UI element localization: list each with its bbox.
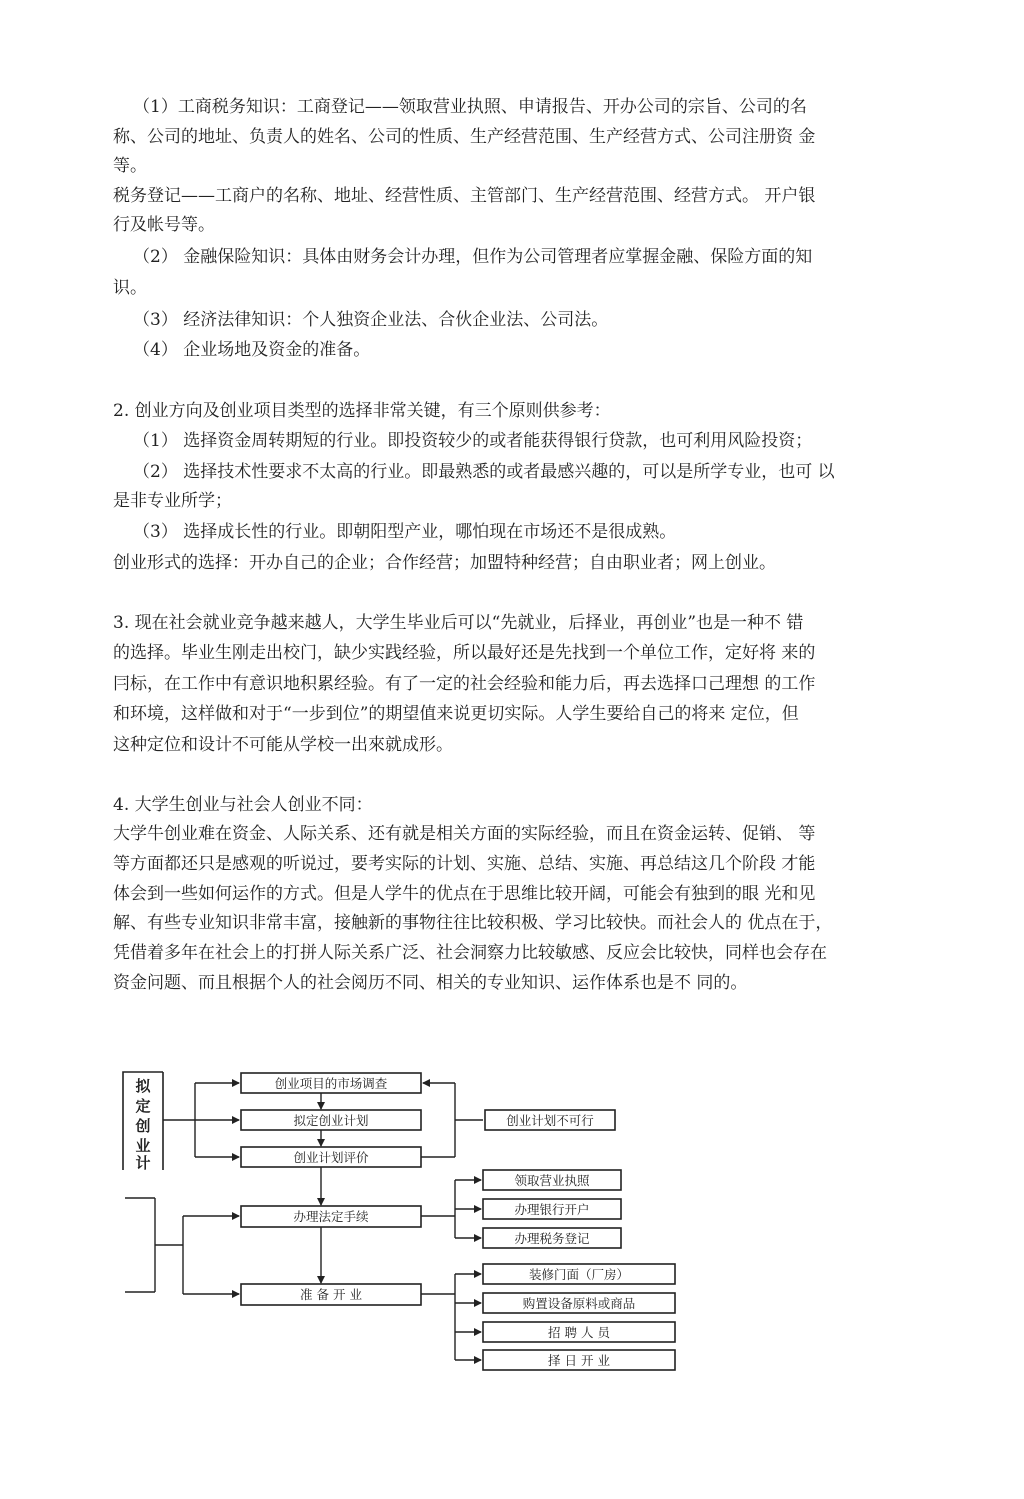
paragraph-line: 和环境，这样做和对于“一步到位”的期望值来说更切实际。人学生要给自己的将来 定位，但 [113, 704, 799, 724]
svg-text:创业计划评价: 创业计划评价 [293, 1150, 369, 1165]
svg-text:领取营业执照: 领取营业执照 [514, 1173, 590, 1188]
opening-item-purchase [483, 1293, 675, 1313]
legal-item-license [483, 1170, 621, 1190]
startup-flowchart [115, 1060, 695, 1380]
paragraph-line: （3） 经济法律知识：个人独资企业法、合伙企业法、公司法。 [133, 310, 609, 330]
lower-bracket [125, 1198, 239, 1294]
step-prepare-opening [241, 1284, 421, 1305]
step-legal-procedures [241, 1206, 421, 1227]
paragraph-line: 识。 [113, 278, 147, 298]
paragraph-line: 资金问题、而且根据个人的社会阅历不同、相关的专业知识、运作体系也是不 同的。 [113, 973, 748, 993]
paragraph-line: 大学牛创业难在资金、人际关系、还有就是相关方面的实际经验，而且在资金运转、促销、 等 [113, 824, 816, 844]
paragraph-line: （1）工商税务知识：工商登记——领取营业执照、申请报告、开办公司的宗旨、公司的名 [133, 97, 807, 117]
legal-branch [421, 1180, 481, 1238]
svg-text:创业计划不可行: 创业计划不可行 [506, 1113, 594, 1128]
paragraph-line: 等方面都还只是感观的听说过，要考实际的计划、实施、总结、实施、再总结这几个阶段 才能 [113, 854, 816, 874]
paragraph-line: 凭借着多年在社会上的打拼人际关系广泛、社会洞察力比较敏感、反应会比较快，同样也会存在 [113, 943, 827, 963]
legal-item-bank-account [483, 1199, 621, 1219]
paragraph-line: 冃标，在工作中有意识地积累经验。有了一定的社会经验和能力后，再去选择口己理想 的工作 [113, 674, 816, 694]
paragraph-line: （1） 选择资金周转期短的行业。即投资较少的或者能获得银行贷款，也可利用风险投资； [133, 431, 813, 451]
paragraph-line: 创业形式的选择：开办自己的企业；合作经营；加盟特种经营；自由职业者；网上创业。 [113, 553, 776, 573]
opening-item-renovation [483, 1264, 675, 1284]
svg-text:装修门面（厂房）: 装修门面（厂房） [528, 1267, 630, 1282]
svg-text:拟定创业计划: 拟定创业计划 [293, 1113, 369, 1128]
infeasible-loop [421, 1083, 483, 1157]
legal-item-tax-registration [483, 1228, 621, 1248]
paragraph-line: 等。 [113, 156, 147, 176]
paragraph-line: 这种定位和设计不可能从学校一出來就成形。 [113, 735, 453, 755]
svg-text:办理税务登记: 办理税务登记 [514, 1231, 590, 1246]
paragraph-line: 体会到一些如何运作的方式。但是人学牛的优点在于思维比较开阔，可能会有独到的眼 光和见 [113, 884, 816, 904]
side-label-char: 业 [135, 1137, 151, 1155]
opening-branch [421, 1274, 481, 1360]
flowchart-svg [115, 1060, 695, 1380]
side-label-char: 定 [135, 1097, 151, 1115]
paragraph-line: （4） 企业场地及资金的准备。 [133, 340, 371, 360]
svg-text:办理银行开户: 办理银行开户 [514, 1202, 590, 1217]
svg-text:创业项目的市场调查: 创业项目的市场调查 [274, 1076, 388, 1091]
paragraph-line: （2） 金融保险知识：具体由财务会计办理，但作为公司管理者应掌握金融、保险方面的知 [133, 247, 813, 267]
side-label-char: 创 [135, 1117, 151, 1135]
plan-infeasible-box [485, 1110, 615, 1130]
svg-text:准 备 开 业: 准 备 开 业 [300, 1287, 362, 1302]
paragraph-line: 称、公司的地址、负责人的姓名、公司的性质、生产经营范围、生产经营方式、公司注册资 金 [113, 127, 816, 147]
opening-item-choose-date [483, 1350, 675, 1370]
step-evaluate-plan [241, 1147, 421, 1167]
paragraph-line: 的选择。毕业生刚走出校门，缺少实践经验，所以最好还是先找到一个单位工作，定好将 来的 [113, 643, 816, 663]
section-heading: 3. 现在社会就业竞争越来越人，大学生毕业后可以“先就业，后择业，再创业”也是一种不 错 [113, 613, 804, 633]
section-heading: 4. 大学生创业与社会人创业不同： [113, 795, 373, 815]
step-market-research [241, 1073, 421, 1093]
side-label-box [123, 1072, 163, 1172]
svg-text:购置设备原料或商品: 购置设备原料或商品 [522, 1296, 636, 1311]
svg-text:办理法定手续: 办理法定手续 [293, 1209, 369, 1224]
paragraph-line: （2） 选择技术性要求不太高的行业。即最熟悉的或者最感兴趣的，可以是所学专业，也可 以 [133, 462, 835, 482]
side-label-char: 拟 [135, 1077, 151, 1095]
side-label-char: 计 [135, 1154, 151, 1172]
paragraph-line: 解、有些专业知识非常丰富，接触新的事物往往比较积极、学习比较快。而社会人的 优点在于， [113, 913, 833, 933]
paragraph-line: 行及帐号等。 [113, 215, 215, 235]
svg-text:招 聘 人 员: 招 聘 人 员 [548, 1325, 610, 1340]
section-heading: 2. 创业方向及创业项目类型的选择非常关键，有三个原则供参考： [113, 401, 611, 421]
step-draft-plan [241, 1110, 421, 1130]
opening-item-recruit [483, 1322, 675, 1342]
left-bracket [163, 1083, 239, 1157]
paragraph-line: 税务登记——工商户的名称、地址、经营性质、主管部门、生产经营范围、经营方式。 开户银 [113, 186, 816, 206]
paragraph-line: 是非专业所学； [113, 491, 232, 511]
svg-text:择 日 开 业: 择 日 开 业 [548, 1353, 610, 1368]
paragraph-line: （3） 选择成长性的行业。即朝阳型产业，哪怕现在市场还不是很成熟。 [133, 522, 677, 542]
